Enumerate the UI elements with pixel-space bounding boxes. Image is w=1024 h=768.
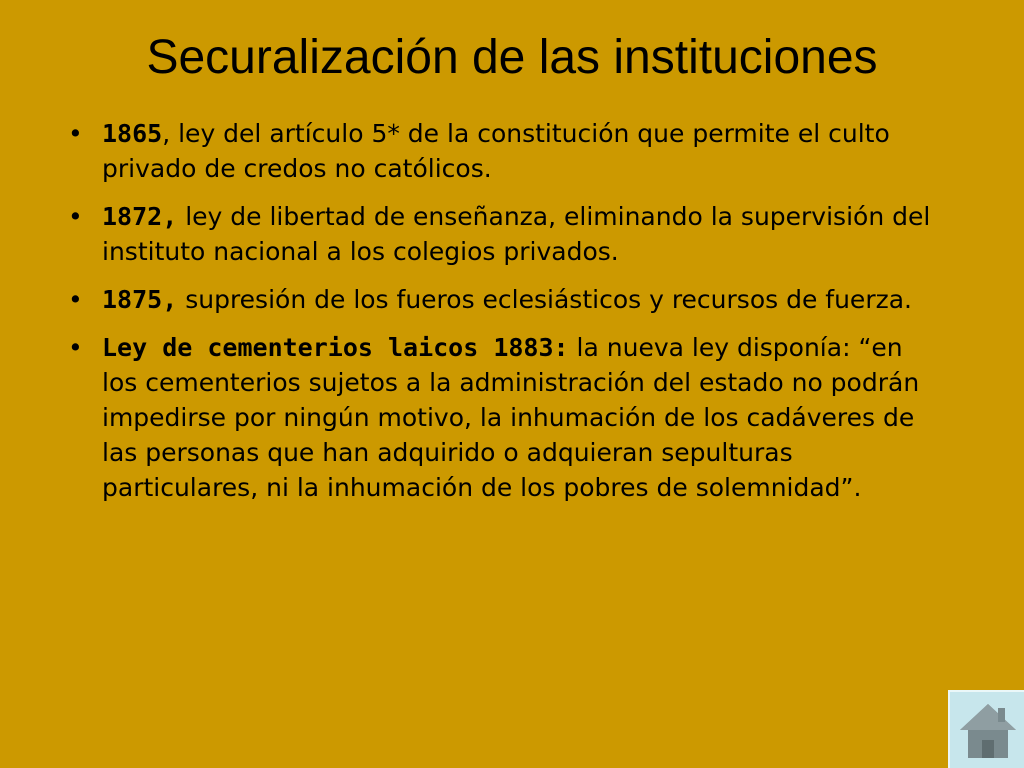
- bullet-year: 1875,: [102, 285, 178, 314]
- bullet-text: ley de libertad de enseñanza, eliminando la supervisión del instituto nacional a los colegios privados.: [102, 202, 931, 266]
- bullet-marker: •: [68, 119, 83, 148]
- slide-title: Securalización de las instituciones: [146, 31, 878, 84]
- bullet-text: supresión de los fueros eclesiásticos y recursos de fuerza.: [177, 285, 912, 314]
- bullet-item-cementerios: [62, 330, 942, 505]
- bullet-marker: •: [68, 202, 83, 231]
- bullet-text: , ley del artículo 5* de la constitución que permite el culto privado de credos no católicos.: [102, 119, 890, 183]
- bullet-year: 1872,: [102, 202, 178, 231]
- bullet-item-1865: [62, 116, 942, 186]
- bullet-list: [62, 116, 942, 518]
- bullet-item-1875: [62, 282, 942, 317]
- home-icon: [958, 702, 1018, 760]
- bullet-year: Ley de cementerios laicos 1883:: [102, 333, 569, 362]
- bullet-marker: •: [68, 285, 83, 314]
- bullet-text: la nueva ley disponía: “en los cementerios sujetos a la administración del estado no podrán impedirse por ningún motivo, la inhumación de los cadáveres de las personas que han adquirido o adquieran sepulturas particulares, ni la inhumación de los pobres de solemnidad”.: [102, 333, 920, 502]
- home-button[interactable]: [948, 690, 1024, 768]
- bullet-year: 1865: [102, 119, 163, 148]
- bullet-item-1872: [62, 199, 942, 269]
- bullet-marker: •: [68, 333, 83, 362]
